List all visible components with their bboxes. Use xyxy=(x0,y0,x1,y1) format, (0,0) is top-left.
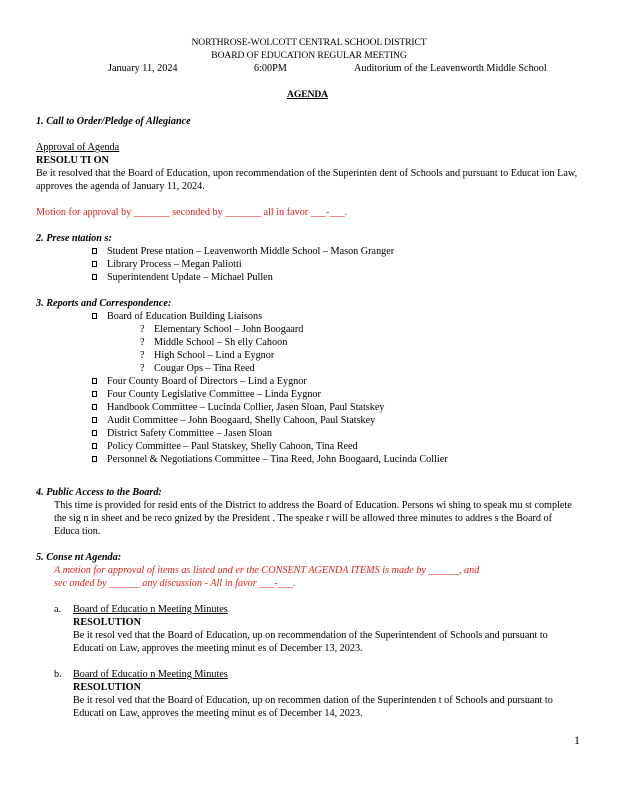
section-3-heading: 3. Reports and Correspondence: xyxy=(36,298,172,309)
list-item: Audit Committee – John Boogaard, Shelly Cahoon, Paul Statskey xyxy=(92,414,448,427)
bullet-icon xyxy=(92,417,97,423)
list-item: District Safety Committee – Jasen Sloan xyxy=(92,427,448,440)
list-item: Handbook Committee – Lucinda Collier, Jasen Sloan, Paul Statskey xyxy=(92,401,448,414)
section-4-heading: 4. Public Access to the Board: xyxy=(36,487,162,498)
list-item: ? Middle School – Sh elly Cahoon xyxy=(140,337,288,348)
item-b-letter: b. xyxy=(54,669,62,680)
presentations-list xyxy=(92,245,394,284)
bullet-icon xyxy=(92,313,97,319)
list-item: Library Process – Megan Paliotti xyxy=(92,258,394,271)
bullet-icon xyxy=(92,391,97,397)
meeting-type: BOARD OF EDUCATION REGULAR MEETING xyxy=(211,50,407,61)
section-1-heading: 1. Call to Order/Pledge of Allegiance xyxy=(36,116,191,127)
bullet-icon xyxy=(92,261,97,267)
list-item: Student Prese ntation – Leavenworth Middle School – Mason Granger xyxy=(92,245,394,258)
list-item: Four County Board of Directors – Lind a Eygnor xyxy=(92,375,448,388)
committees-list xyxy=(92,375,448,466)
liaisons-sublist xyxy=(140,323,303,375)
list-item: Policy Committee – Paul Statskey, Shelly Cahoon, Tina Reed xyxy=(92,440,448,453)
bullet-icon xyxy=(92,274,97,280)
item-b-resolution-text: Be it resol ved that the Board of Education, up on recommen dation of the Superintenden t of Schools and pursuant to Educati on Law, approves the meeting minut es of December 14, 2023. xyxy=(73,695,553,719)
item-a-title: Board of Educatio n Meeting Minutes xyxy=(73,604,228,615)
item-a-letter: a. xyxy=(54,604,62,615)
bullet-icon xyxy=(92,456,97,462)
resolution-label: RESOLU TI ON xyxy=(36,155,109,166)
list-item: ? Elementary School – John Boogaard xyxy=(140,324,304,335)
bullet-icon xyxy=(92,404,97,410)
item-b-title: Board of Educatio n Meeting Minutes xyxy=(73,669,228,680)
bullet-icon: ? xyxy=(140,350,145,361)
item-a-resolution-text: Be it resol ved that the Board of Education, up on recommendation of the Superintendent of Schools and pursuant to Educati on Law, approves the meeting minut es of December 13, 2023. xyxy=(73,630,548,654)
meeting-time: 6:00PM xyxy=(254,63,287,74)
consent-motion-text: A motion for approval of items as listed und er the CONSENT AGENDA ITEMS is made by ______, and sec onded by ______ any discussion - All in favor ___-___. xyxy=(54,565,480,589)
approval-of-agenda-label: Approval of Agenda xyxy=(36,142,120,153)
bullet-icon xyxy=(92,443,97,449)
bullet-icon: ? xyxy=(140,324,145,335)
meeting-date: January 11, 2024 xyxy=(108,63,178,74)
item-a-resolution-label: RESOLUTION xyxy=(73,617,141,628)
page-number: 1 xyxy=(574,733,580,747)
bullet-icon: ? xyxy=(140,363,145,374)
bullet-icon xyxy=(92,378,97,384)
bullet-icon xyxy=(92,248,97,254)
agenda-resolution-text: Be it resolved that the Board of Education, upon recommendation of the Superinten dent of Schools and pursuant to Educat ion Law, approves the agenda of January 11, 2024. xyxy=(36,168,578,192)
item-b-resolution-label: RESOLUTION xyxy=(73,682,141,693)
list-item: Superintendent Update – Michael Pullen xyxy=(92,271,394,284)
list-item: ? High School – Lind a Eygnor xyxy=(140,350,275,361)
section-2-heading: 2. Prese ntation s: xyxy=(36,233,112,244)
section-5-heading: 5. Conse nt Agenda: xyxy=(36,552,122,563)
reports-list xyxy=(92,310,262,323)
list-item: Personnel & Negotiations Committee – Tina Reed, John Boogaard, Lucinda Collier xyxy=(92,453,448,466)
list-item: Board of Education Building Liaisons xyxy=(92,310,262,323)
meeting-location: Auditorium of the Leavenworth Middle School xyxy=(354,63,547,74)
agenda-motion-line: Motion for approval by _______ seconded by _______ all in favor ___-___. xyxy=(36,207,348,218)
bullet-icon: ? xyxy=(140,337,145,348)
list-item: ? Cougar Ops – Tina Reed xyxy=(140,363,255,374)
bullet-icon xyxy=(92,430,97,436)
district-name: NORTHROSE-WOLCOTT CENTRAL SCHOOL DISTRICT xyxy=(191,37,427,48)
agenda-title: AGENDA xyxy=(287,89,328,100)
public-access-text: This time is provided for resid ents of the District to address the Board of Education. Persons wi shing to speak mu st complete the sig n in sheet and be reco gnized by the President . The speake r will be allowed three minutes to addres s the Board of Educa tion. xyxy=(54,500,572,537)
list-item: Four County Legislative Committee – Linda Eygnor xyxy=(92,388,448,401)
